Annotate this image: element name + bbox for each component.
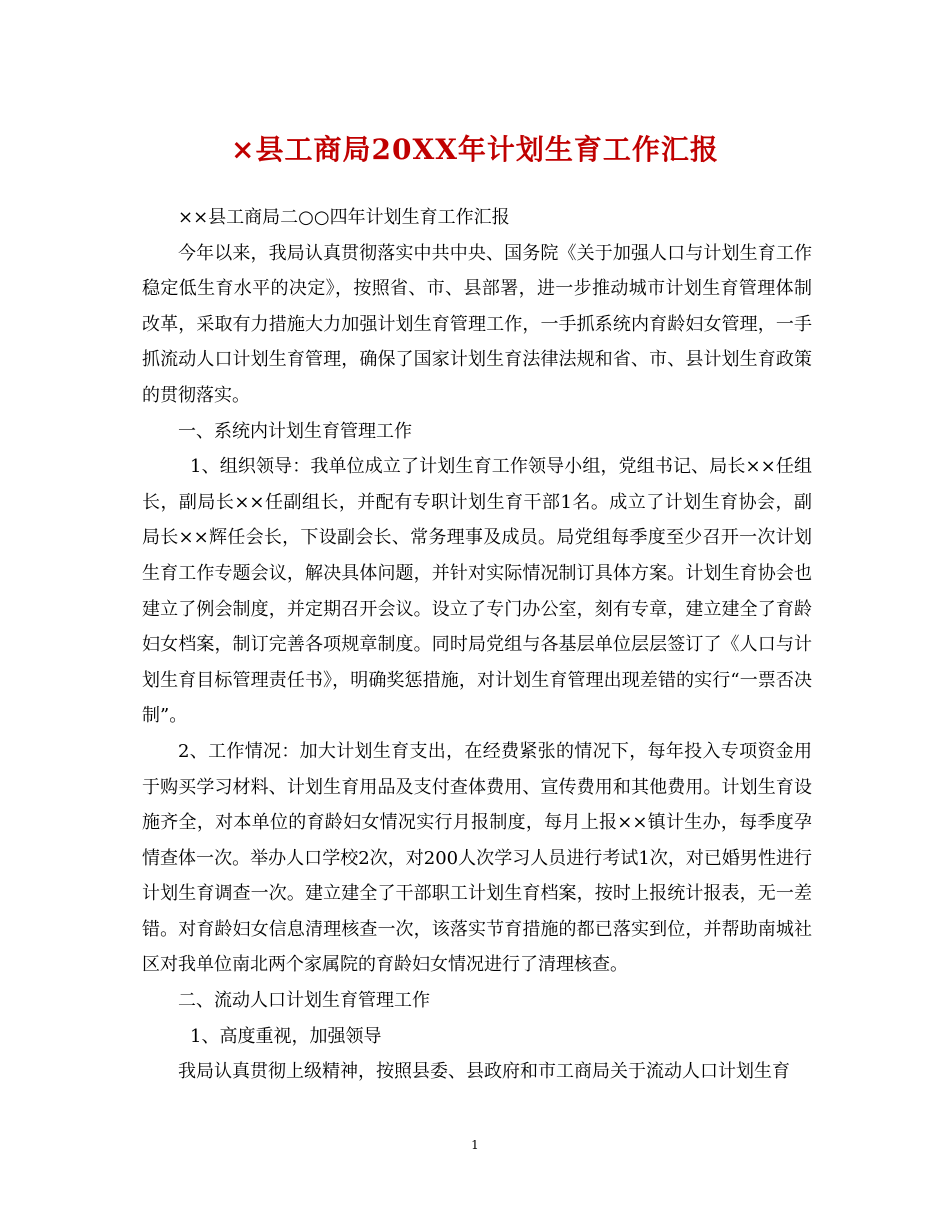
work-status-paragraph: 2、工作情况：加大计划生育支出，在经费紧张的情况下，每年投入专项资金用于购买学习材料、计划生育用品及支付查体费用、宣传费用和其他费用。计划生育设施齐全，对本单位的育龄妇女情况实行月报制度，每月上报××镇计生办，每季度孕情查体一次。举办人口学校2次，对200人次学习人员进行考试1次，对已婚男性进行计划生育调查一次。建立建全了干部职工计划生育档案，按时上报统计报表，无一差错。对育龄妇女信息清理核查一次，该落实节育措施的都已落实到位，并帮助南城社区对我单位南北两个家属院的育龄妇女情况进行了清理核查。 — [142, 740, 812, 976]
report-subtitle: ××县工商局二○○四年计划生育工作汇报 — [178, 207, 510, 228]
organization-paragraph: 1、组织领导：我单位成立了计划生育工作领导小组，党组书记、局长××任组长，副局长××任副组长，并配有专职计划生育干部1名。成立了计划生育协会，副局长××辉任会长，下设副会长、常务理事及成员。局党组每季度至少召开一次计划生育工作专题会议，解决具体问题，并针对实际情况制订具体方案。计划生育协会也建立了例会制度，并定期召开会议。设立了专门办公室，刻有专章，建立建全了育龄妇女档案，制订完善各项规章制度。同时局党组与各基层单位层层签订了《人口与计划生育目标管理责任书》，明确奖惩措施，对计划生育管理出现差错的实行“一票否决制”。 — [142, 456, 812, 727]
closing-paragraph: 我局认真贯彻上级精神，按照县委、县政府和市工商局关于流动人口计划生育 — [178, 1061, 790, 1083]
document-body — [142, 200, 812, 1090]
intro-paragraph: 今年以来，我局认真贯彻落实中共中央、国务院《关于加强人口与计划生育工作稳定低生育水平的决定》，按照省、市、县部署，进一步推动城市计划生育管理体制改革，采取有力措施大力加强计划生育管理工作，一手抓系统内育龄妇女管理，一手抓流动人口计划生育管理，确保了国家计划生育法律法规和省、市、县计划生育政策的贯彻落实。 — [142, 242, 812, 406]
section-heading-1: 一、系统内计划生育管理工作 — [178, 420, 412, 442]
section-heading-2: 二、流动人口计划生育管理工作 — [178, 990, 430, 1012]
page-number: 1 — [471, 1138, 479, 1152]
subsection-heading: 1、高度重视，加强领导 — [190, 1025, 382, 1047]
document-title: ×县工商局20XX年计划生育工作汇报 — [231, 133, 719, 166]
